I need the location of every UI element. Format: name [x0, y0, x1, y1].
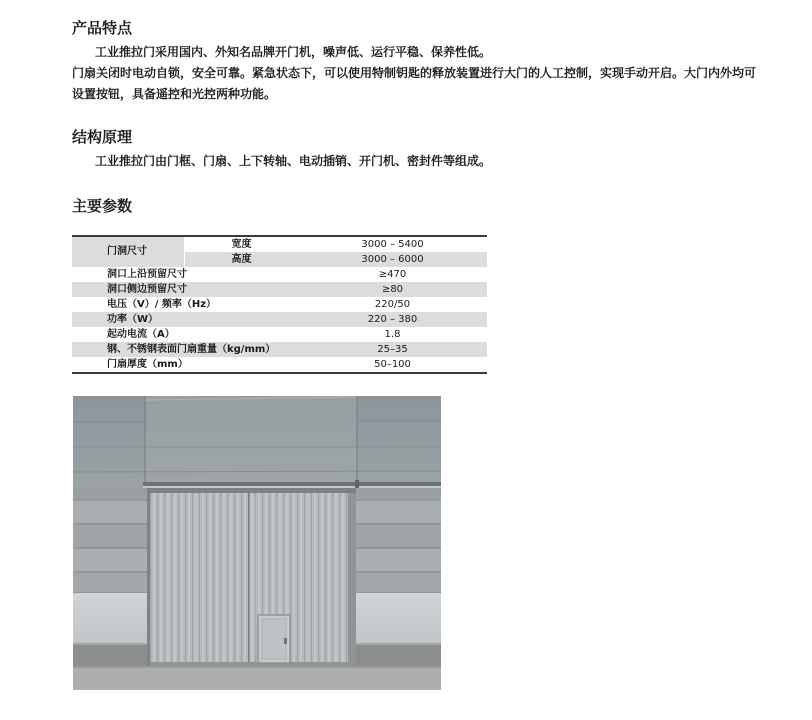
door-center-seam — [248, 493, 250, 666]
section-heading-structure: 结构原理 — [72, 128, 133, 146]
spec-label: 洞口上沿预留尺寸 — [107, 269, 187, 280]
spec-row — [72, 342, 487, 357]
features-line-2: 门扇关闭时电动自锁，安全可靠。紧急状态下，可以使用特制钥匙的释放装置进行大门的人工控制，实现手动开启。大门内外均可 — [72, 66, 757, 80]
spec-value: ≥80 — [381, 284, 404, 295]
spec-label: 功率（W） — [107, 314, 159, 325]
spec-row — [72, 312, 487, 327]
product-photo — [73, 396, 441, 690]
spec-label: 起动电流（A） — [107, 329, 175, 340]
features-line-3: 设置按钮，具备遥控和光控两种功能。 — [72, 87, 277, 101]
ground — [73, 666, 441, 690]
spec-group-label: 门洞尺寸 — [72, 237, 185, 267]
spec-row — [72, 327, 487, 342]
structure-line-1: 工业推拉门由门框、门扇、上下转轴、电动插销、开门机、密封件等组成。 — [95, 154, 492, 168]
section-heading-parameters: 主要参数 — [72, 197, 133, 215]
spec-value: 3000 – 5400 — [361, 239, 424, 250]
spec-value: 220/50 — [374, 299, 411, 310]
spec-value: 3000 – 6000 — [361, 254, 424, 265]
pedestrian-door — [258, 615, 290, 663]
upper-wall-panels — [73, 396, 441, 488]
spec-table — [72, 235, 487, 374]
spec-label: 宽度 — [231, 239, 252, 250]
spec-value: ≥470 — [378, 269, 407, 280]
spec-label: 钢、不锈钢表面门扇重量（kg/mm） — [107, 344, 276, 355]
spec-label: 洞口侧边预留尺寸 — [107, 284, 187, 295]
spec-row — [72, 357, 487, 372]
spec-row — [72, 282, 487, 297]
left-wall — [73, 488, 150, 643]
spec-label: 高度 — [231, 254, 252, 265]
features-line-1: 工业推拉门采用国内、外知名品牌开门机，噪声低、运行平稳、保养性低。 — [95, 45, 492, 59]
section-heading-features: 产品特点 — [72, 19, 133, 37]
spec-row — [72, 297, 487, 312]
spec-row — [72, 267, 487, 282]
door-bottom-rail — [150, 662, 348, 666]
right-wall — [356, 488, 441, 643]
spec-value: 50–100 — [374, 359, 411, 370]
door-handle-icon — [284, 638, 287, 644]
spec-value: 220 – 380 — [367, 314, 418, 325]
spec-label: 电压（V）/ 频率（Hz） — [107, 299, 217, 310]
spec-value: 1.8 — [384, 329, 401, 340]
spec-label: 门扇厚度（mm） — [107, 359, 188, 370]
spec-value: 25–35 — [377, 344, 408, 355]
sliding-door-left-leaf — [150, 493, 248, 666]
